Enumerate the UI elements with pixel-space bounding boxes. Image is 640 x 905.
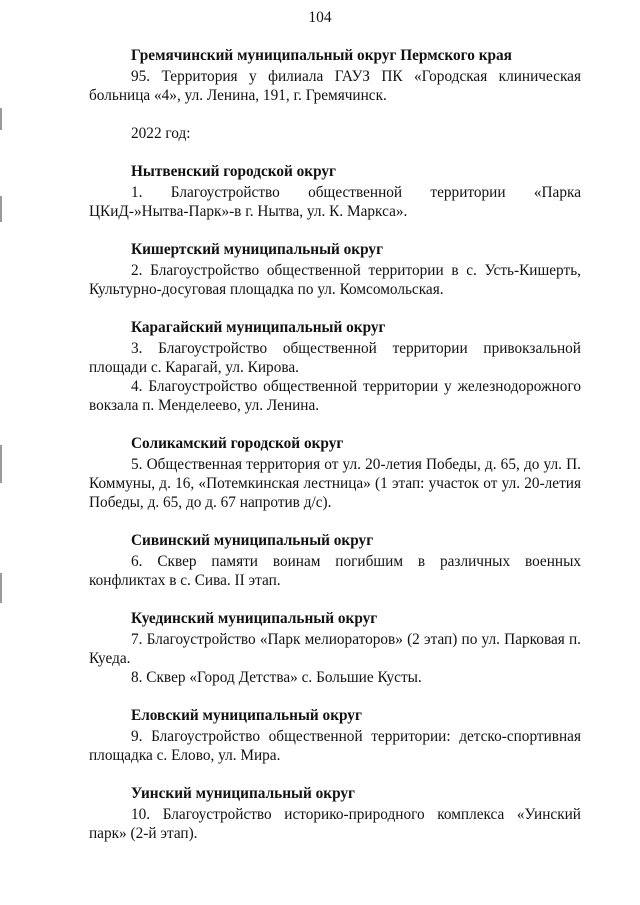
list-item: 8. Сквер «Город Детства» с. Большие Кусты. (131, 669, 422, 686)
section-heading: Соликамский городской округ (131, 435, 344, 452)
list-item: 9. Благоустройство общественной территории: детско-спортивная площадка с. Елово, ул. Мира. (89, 728, 581, 764)
section-karagay (89, 318, 581, 415)
section-heading: Куединский муниципальный округ (131, 610, 378, 627)
section-heading: Нытвенский городской округ (131, 163, 336, 180)
section-kishert (89, 240, 581, 299)
list-item: 6. Сквер памяти воинам погибшим в различных военных конфликтах в с. Сива. II этап. (89, 553, 581, 589)
section-solikamsk (89, 434, 581, 512)
scan-edge-mark (0, 196, 2, 222)
page-number: 104 (308, 9, 332, 26)
list-item: 3. Благоустройство общественной территории привокзальной площади с. Карагай, ул. Кирова. (89, 340, 581, 376)
section-sivinsky (89, 531, 581, 590)
section-heading: Сивинский муниципальный округ (131, 532, 374, 549)
list-item: 2. Благоустройство общественной территории в с. Усть-Кишерть, Культурно-досуговая площадка по ул. Комсомольская. (89, 262, 581, 298)
section-heading: Гремячинский муниципальный округ Пермского края (131, 47, 512, 64)
document-body (89, 46, 581, 862)
list-item: 10. Благоустройство историко-природного комплекса «Уинский парк» (2-й этап). (89, 806, 581, 842)
list-item: 95. Территория у филиала ГАУЗ ПК «Городская клиническая больница «4», ул. Ленина, 191, г. Гремячинск. (89, 68, 581, 104)
list-item: 5. Общественная территория от ул. 20-летия Победы, д. 65, до ул. П. Коммуны, д. 16, «Потемкинская лестница» (1 этап: участок от ул. 20-летия Победы, д. 65, до д. 67 напротив д/с). (89, 456, 581, 511)
section-kueda (89, 609, 581, 687)
list-item: 4. Благоустройство общественной территории у железнодорожного вокзала п. Менделеево, ул. Ленина. (89, 378, 581, 414)
scan-edge-mark (0, 108, 2, 130)
section-nytva (89, 162, 581, 221)
section-heading: Еловский муниципальный округ (131, 707, 362, 724)
section-gremyachinsk (89, 46, 581, 105)
section-uinsky (89, 784, 581, 843)
section-heading: Карагайский муниципальный округ (131, 319, 386, 336)
list-item: 7. Благоустройство «Парк мелиораторов» (2 этап) по ул. Парковая п. Куеда. (89, 631, 581, 667)
year-label: 2022 год: (131, 125, 191, 142)
list-item: 1. Благоустройство общественной территории «Парка ЦКиД-»Нытва-Парк»-в г. Нытва, ул. К. Маркса». (89, 184, 581, 220)
section-heading: Кишертский муниципальный округ (131, 241, 384, 258)
scan-edge-mark (0, 573, 2, 603)
section-elovo (89, 706, 581, 765)
scan-edge-mark (0, 445, 2, 483)
section-heading: Уинский муниципальный округ (131, 785, 356, 802)
